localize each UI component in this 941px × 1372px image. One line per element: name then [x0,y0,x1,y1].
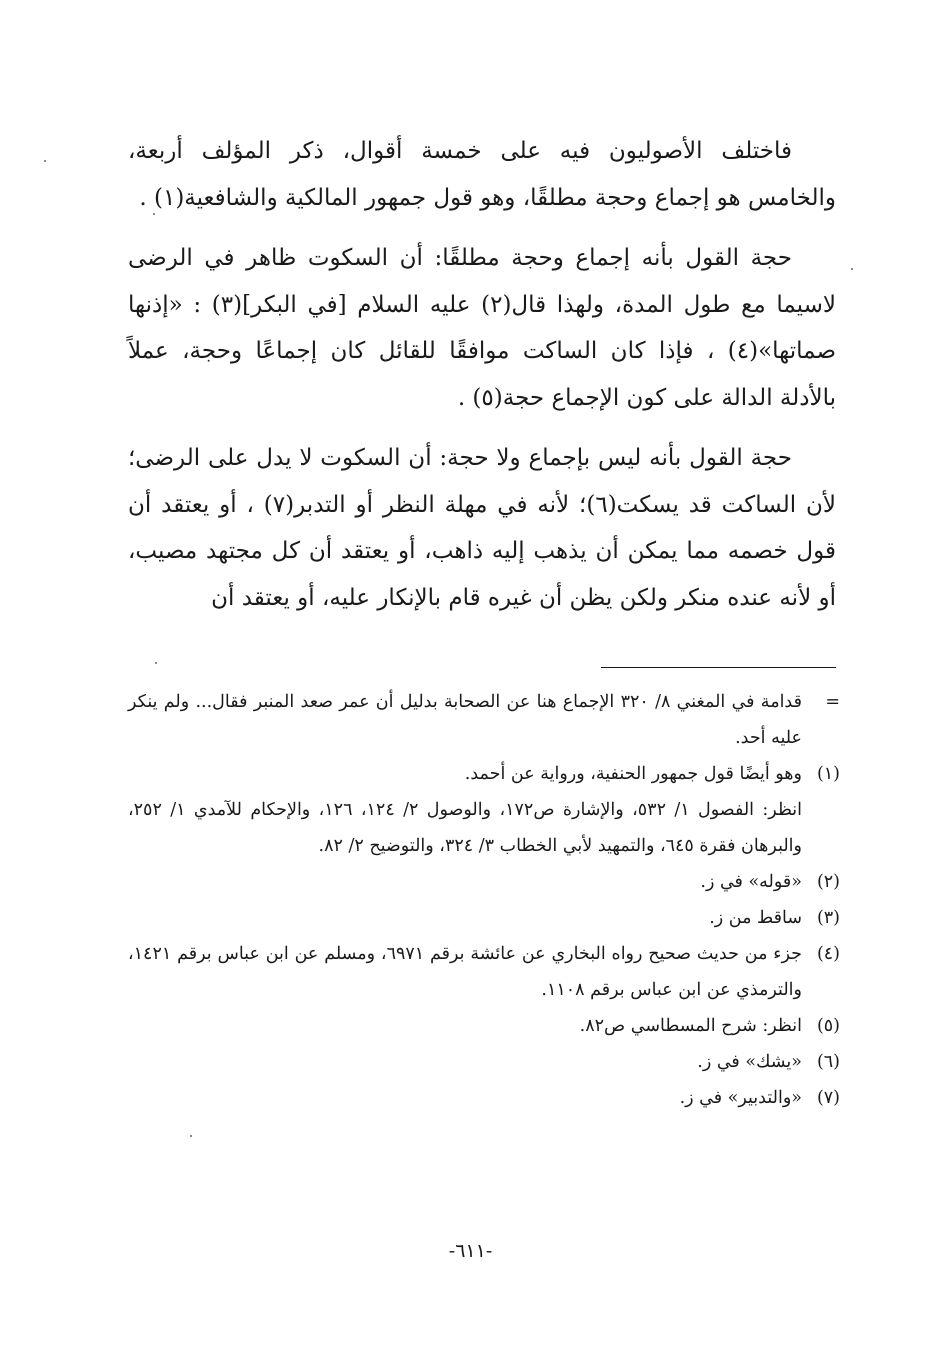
scan-speck [155,662,157,664]
main-text [128,128,836,621]
footnote-text: انظر: شرح المسطاسي ص٨٢. [579,1016,802,1036]
footnote-text: ساقط من ز. [709,908,802,928]
footnote-marker: (١) [816,764,840,784]
footnote-text: وهو أيضًا قول جمهور الحنفية، ورواية عن أحمد. [464,764,802,784]
footnote-marker: (٤) [816,944,840,964]
footnote [128,936,840,1008]
footnote [128,1044,840,1080]
footnote [128,900,840,936]
scan-speck [153,213,155,215]
footnote-marker: (٥) [816,1016,840,1036]
paragraph: حجة القول بأنه ليس بإجماع ولا حجة: أن السكوت لا يدل على الرضى؛ لأن الساكت قد يسكت(٦)؛ لأنه في مهلة النظر أو التدبر(٧) ، أو يعتقد أن قول خصمه مما يمكن أن يذهب إليه ذاهب، أو يعتقد أن كل مجتهد مصيب، أو لأنه عنده منكر ولكن يظن أن غيره قام بالإنكار عليه، أو يعتقد أن [128,445,836,611]
footnote [128,792,840,864]
paragraph: حجة القول بأنه إجماع وحجة مطلقًا: أن السكوت ظاهر في الرضى لاسيما مع طول المدة، ولهذا قال(٢) عليه السلام [في البكر](٣) : «إذنها صماتها»(٤) ، فإذا كان الساكت موافقًا للقائل كان إجماعًا وحجة، عملاً بالأدلة الدالة على كون الإجماع حجة(٥) . [128,245,836,411]
footnote [128,1080,840,1116]
footnote-text: «يشك» في ز. [697,1052,802,1072]
footnote [128,1008,840,1044]
footnote-text: انظر: الفصول ١/ ٥٣٢، والإشارة ص١٧٢، والوصول ٢/ ١٢٤، ١٢٦، والإحكام للآمدي ١/ ٢٥٢، والبرهان فقرة ٦٤٥، والتمهيد لأبي الخطاب ٣/ ٣٢٤، والتوضيح ٢/ ٨٢. [128,800,803,856]
scan-speck [190,1135,192,1137]
footnote-text: «والتدبير» في ز. [679,1088,802,1108]
footnote [128,864,840,900]
footnote-marker: (٧) [816,1088,840,1108]
footnote-text: جزء من حديث صحيح رواه البخاري عن عائشة برقم ٦٩٧١، ومسلم عن ابن عباس برقم ١٤٢١، والترمذي عن ابن عباس برقم ١١٠٨. [128,944,802,1000]
footnote-marker: = [825,692,840,712]
footnotes [128,684,840,1116]
footnote-text: قدامة في المغني ٨/ ٣٢٠ الإجماع هنا عن الصحابة بدليل أن عمر صعد المنبر فقال... ولم ينكر عليه أحد. [128,692,802,748]
footnote-marker: (٢) [816,872,840,892]
scan-speck [44,160,46,162]
footnote-marker: (٦) [816,1052,840,1072]
footnote [128,684,840,756]
scan-speck [851,268,853,270]
footnote-text: «قوله» في ز. [700,872,802,892]
footnote [128,756,840,792]
footnote-marker: (٣) [816,908,840,928]
page-number: -٦١١- [448,1240,493,1262]
footnote-separator [601,667,836,668]
paragraph: فاختلف الأصوليون فيه على خمسة أقوال، ذكر المؤلف أربعة، والخامس هو إجماع وحجة مطلقًا، وهو قول جمهور المالكية والشافعية(١) . [128,138,836,211]
